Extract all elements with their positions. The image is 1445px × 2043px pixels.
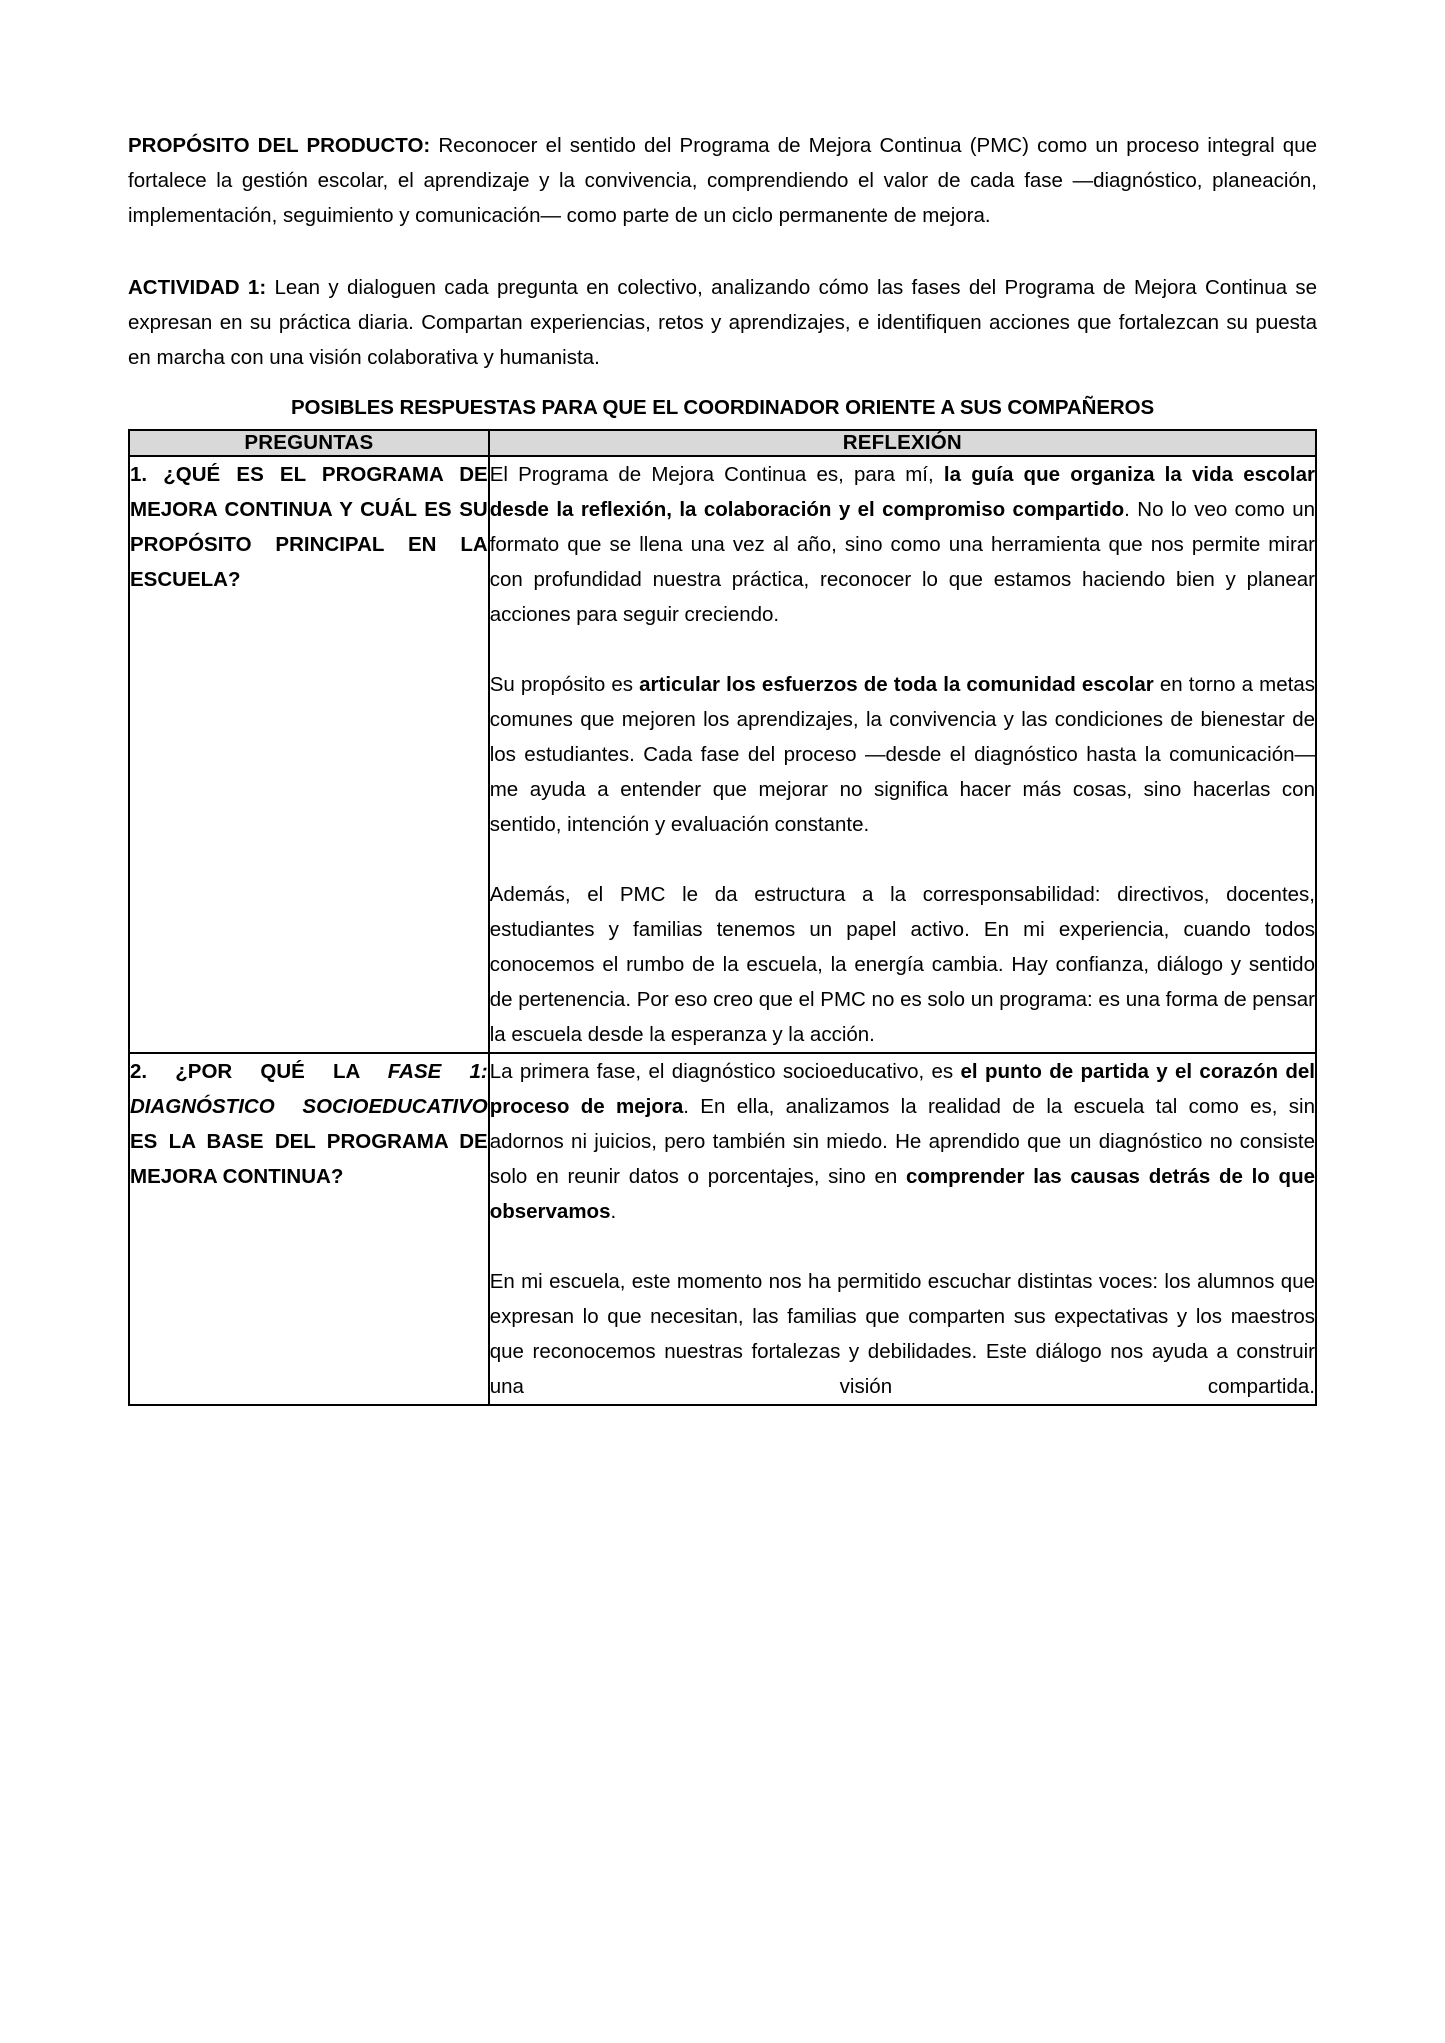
table-heading: POSIBLES RESPUESTAS PARA QUE EL COORDINADOR ORIENTE A SUS COMPAÑEROS — [290, 396, 1155, 419]
question-text — [130, 457, 488, 597]
question-text-plain: ¿QUÉ ES EL PROGRAMA DE MEJORA CONTINUA Y CUÁL ES SU PROPÓSITO PRINCIPAL EN LA ESCUELA? — [130, 463, 488, 591]
reflection-run: . En ella, analizamos la realidad de la escuela tal como es, sin adornos ni juicios, pero también sin miedo. He aprendido que un diagnóstico no consiste solo en reunir datos o porcentajes, sino en — [489, 1095, 1316, 1188]
purpose-text: Reconocer el sentido del Programa de Mejora Continua (PMC) como un proceso integral que fortalece la gestión escolar, el aprendizaje y la convivencia, comprendiendo el valor de cada fase —diagnóstico, planeación, implementación, seguimiento y comunicación— como parte de un ciclo permanente de mejora. — [128, 134, 1317, 227]
reflection-run: . — [610, 1200, 617, 1223]
column-header-preguntas: PREGUNTAS — [129, 430, 489, 456]
question-text-italic: FASE 1: DIAGNÓSTICO SOCIOEDUCATIVO — [130, 1060, 488, 1118]
table-row — [129, 456, 1316, 1053]
reflection-paragraph — [490, 1054, 1315, 1229]
column-header-reflexion: REFLEXIÓN — [489, 430, 1316, 456]
reflection-run: La primera fase, el diagnóstico socioeducativo, es — [489, 1060, 961, 1083]
reflection-run: en torno a metas comunes que mejoren los aprendizajes, la convivencia y las condiciones de bienestar de los estudiantes. Cada fase del proceso —desde el diagnóstico hasta la comunicación— me ayuda a entender que mejorar no significa hacer más cosas, sino hacerlas con sentido, intención y evaluación constante. — [489, 673, 1315, 836]
reflection-run: Además, el PMC le da estructura a la corresponsabilidad: directivos, docentes, estudiantes y familias tenemos un papel activo. En mi experiencia, cuando todos conocemos el rumbo de la escuela, la energía cambia. Hay confianza, diálogo y sentido de pertenencia. Por eso creo que el PMC no es solo un programa: es una forma de pensar la escuela desde la esperanza y la acción. — [489, 883, 1315, 1046]
reflection-paragraph — [490, 1264, 1315, 1404]
question-cell — [129, 1053, 489, 1405]
reflection-emphasis: la guía que organiza la vida escolar desde la reflexión, la colaboración y el compromiso compartido — [489, 463, 1315, 521]
respuestas-table — [128, 429, 1317, 1406]
question-text — [130, 1054, 488, 1194]
reflection-emphasis: el punto de partida y el corazón del proceso de mejora — [489, 1060, 1315, 1118]
reflection-run: . No lo veo como un formato que se llena una vez al año, sino como una herramienta que nos permite mirar con profundidad nuestra práctica, reconocer lo que estamos haciendo bien y planear acciones para seguir creciendo. — [489, 498, 1315, 626]
activity-text: Lean y dialoguen cada pregunta en colectivo, analizando cómo las fases del Programa de Mejora Continua se expresan en su práctica diaria. Compartan experiencias, retos y aprendizajes, e identifiquen acciones que fortalezcan su puesta en marcha con una visión colaborativa y humanista. — [128, 276, 1317, 369]
activity-label: ACTIVIDAD 1: — [128, 276, 267, 299]
question-cell — [129, 456, 489, 1053]
question-text-plain-2: ES LA BASE DEL PROGRAMA DE MEJORA CONTINUA? — [130, 1130, 488, 1188]
reflection-run: Su propósito es — [489, 673, 640, 696]
reflection-paragraph — [490, 877, 1315, 1052]
reflection-run: El Programa de Mejora Continua es, para mí, — [489, 463, 944, 486]
reflection-paragraph — [490, 667, 1315, 842]
reflection-cell — [489, 1053, 1316, 1405]
table-body — [129, 456, 1316, 1405]
reflection-emphasis: comprender las causas detrás de lo que observamos — [489, 1165, 1315, 1223]
reflection-emphasis: articular los esfuerzos de toda la comunidad escolar — [639, 673, 1154, 696]
question-number: 2. — [130, 1060, 176, 1083]
activity-paragraph — [128, 270, 1317, 375]
table-row — [129, 1053, 1316, 1405]
reflection-paragraph — [490, 457, 1315, 632]
purpose-paragraph — [128, 128, 1317, 233]
reflection-cell — [489, 456, 1316, 1053]
table-header-row — [129, 430, 1316, 456]
purpose-label: PROPÓSITO DEL PRODUCTO: — [128, 134, 431, 157]
question-number: 1. — [130, 463, 164, 486]
question-text-plain: ¿POR QUÉ LA — [175, 1060, 388, 1083]
reflection-run: En mi escuela, este momento nos ha permitido escuchar distintas voces: los alumnos que expresan lo que necesitan, las familias que comparten sus expectativas y los maestros que reconocemos nuestras fortalezas y debilidades. Este diálogo nos ayuda a construir una visión compartida. — [489, 1270, 1315, 1398]
